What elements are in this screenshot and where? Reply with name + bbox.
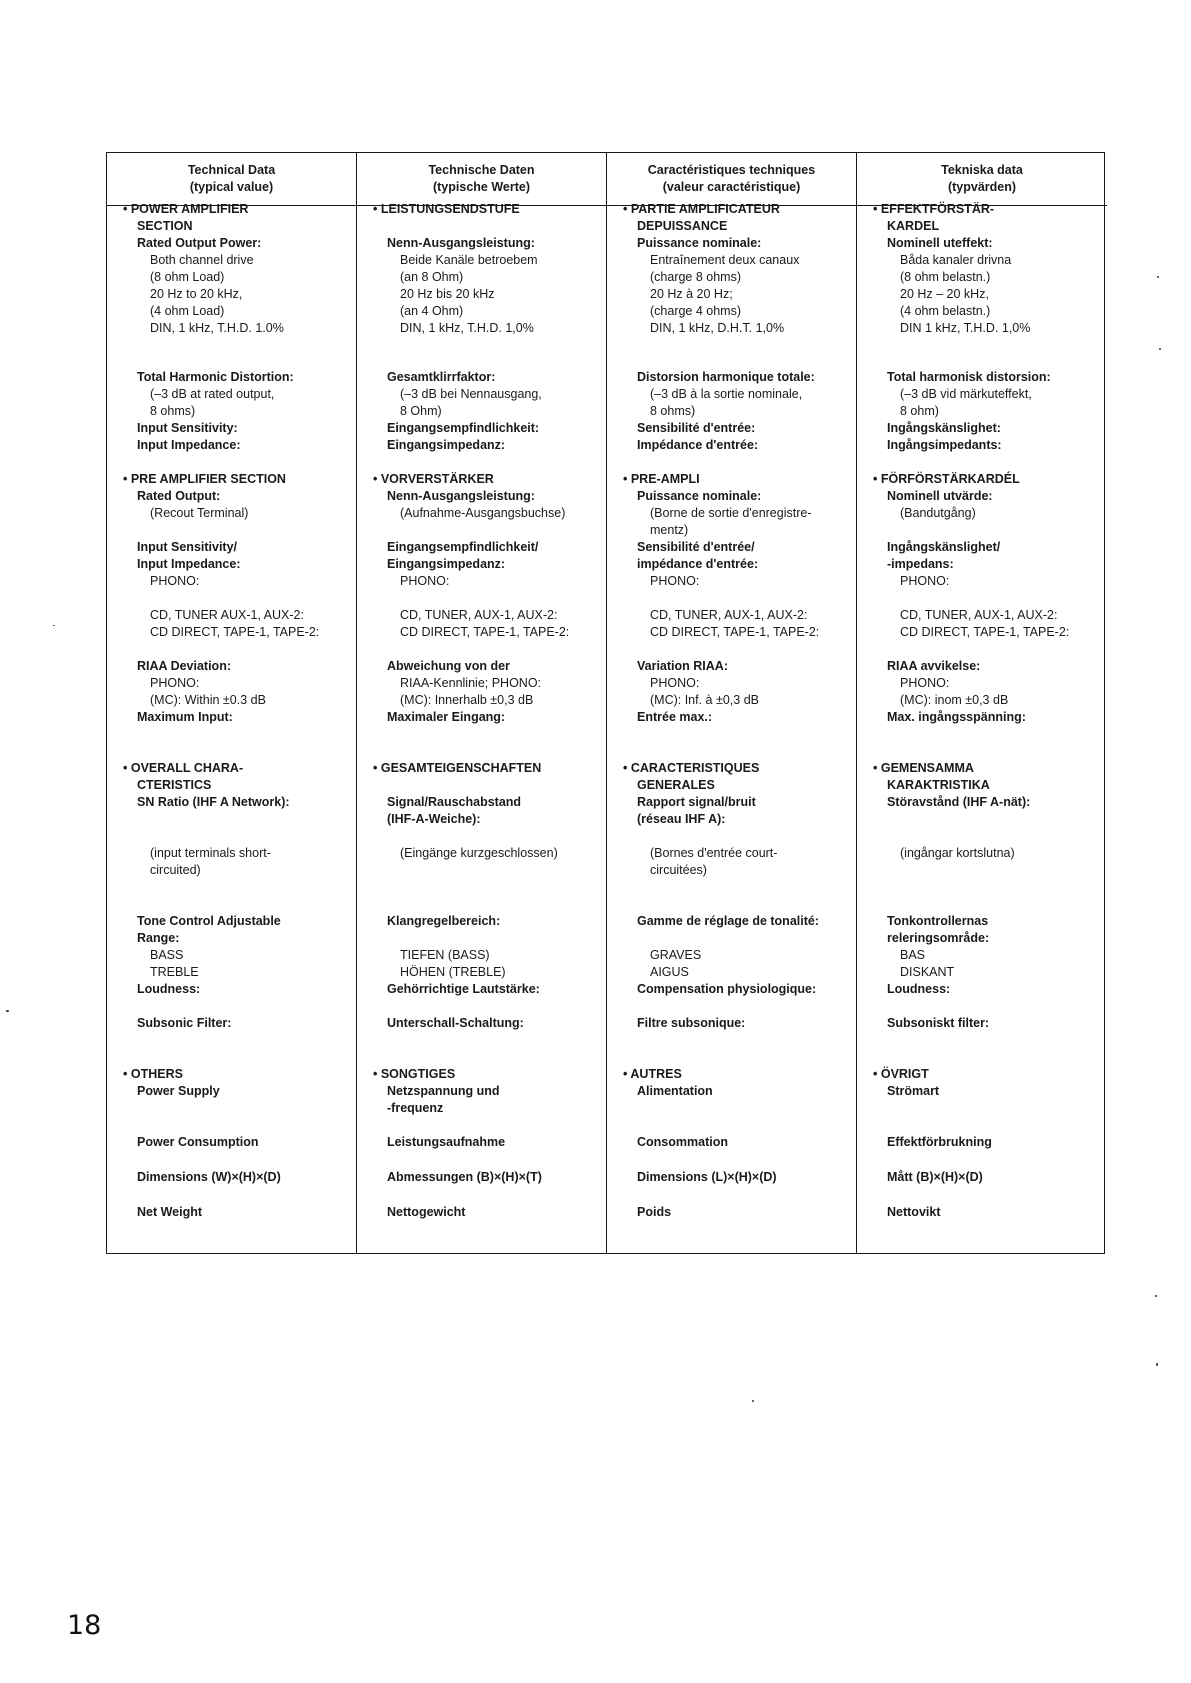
spec-label: GENERALES [637, 778, 715, 792]
spec-label: Sensibilité d'entrée/ [637, 540, 755, 554]
spec-label: Nettovikt [887, 1205, 941, 1219]
spec-label: Maximaler Eingang: [387, 710, 506, 724]
spec-label: Sensibilité d'entrée: [637, 421, 756, 435]
spec-label: Loudness: [137, 982, 201, 996]
spec-detail: (MC): Innerhalb ±0,3 dB [400, 693, 534, 707]
spec-detail: BAS [900, 948, 926, 962]
spec-detail: PHONO: [650, 676, 700, 690]
spec-label: • LEISTUNGSENDSTUFE [373, 202, 520, 216]
spec-detail: PHONO: [650, 574, 700, 588]
spec-label: Gamme de réglage de tonalité: [637, 914, 819, 928]
spec-label: Klangregelbereich: [387, 914, 501, 928]
column-subtitle: (typical value) [189, 180, 274, 194]
column-german [357, 153, 607, 1253]
scan-speck [6, 1010, 9, 1012]
spec-detail: (MC): Inf. à ±0,3 dB [650, 693, 759, 707]
spec-detail: 20 Hz à 20 Hz; [650, 287, 733, 301]
scan-speck [1159, 348, 1161, 350]
spec-detail: Beide Kanäle betroebem [400, 253, 538, 267]
spec-detail: 8 ohm) [900, 404, 939, 418]
spec-label: Mått (B)×(H)×(D) [887, 1170, 983, 1184]
column-subtitle: (typische Werte) [432, 180, 530, 194]
spec-label: Rapport signal/bruit [637, 795, 756, 809]
spec-detail: DIN 1 kHz, T.H.D. 1,0% [900, 321, 1031, 335]
spec-label: • PARTIE AMPLIFICATEUR [623, 202, 780, 216]
spec-label: Subsonic Filter: [137, 1016, 232, 1030]
spec-detail: CD, TUNER, AUX-1, AUX-2: [400, 608, 558, 622]
spec-detail: CD, TUNER, AUX-1, AUX-2: [900, 608, 1058, 622]
spec-detail: (Eingänge kurzgeschlossen) [400, 846, 558, 860]
column-title: Caractéristiques techniques [647, 163, 816, 177]
spec-label: Dimensions (L)×(H)×(D) [637, 1170, 777, 1184]
spec-label: -frequenz [387, 1101, 444, 1115]
spec-label: • CARACTERISTIQUES [623, 761, 760, 775]
spec-label: Input Sensitivity/ [137, 540, 238, 554]
spec-label: impédance d'entrée: [637, 557, 759, 571]
spec-label: Alimentation [637, 1084, 713, 1098]
spec-detail: (Bandutgång) [900, 506, 976, 520]
spec-label: Input Sensitivity: [137, 421, 238, 435]
scan-speck [53, 625, 55, 626]
spec-detail: Båda kanaler drivna [900, 253, 1012, 267]
spec-label: Leistungsaufnahme [387, 1135, 506, 1149]
spec-detail: 20 Hz – 20 kHz, [900, 287, 989, 301]
spec-label: Power Supply [137, 1084, 220, 1098]
spec-label: • OTHERS [123, 1067, 183, 1081]
spec-label: DEPUISSANCE [637, 219, 728, 233]
spec-label: Nenn-Ausgangsleistung: [387, 489, 535, 503]
spec-detail: TREBLE [150, 965, 199, 979]
column-subtitle: (typvärden) [947, 180, 1017, 194]
spec-label: Entrée max.: [637, 710, 713, 724]
spec-label: Netzspannung und [387, 1084, 500, 1098]
spec-label: (réseau IHF A): [637, 812, 726, 826]
spec-label: Abmessungen (B)×(H)×(T) [387, 1170, 542, 1184]
spec-label: SECTION [137, 219, 193, 233]
spec-detail: mentz) [650, 523, 689, 537]
column-header [357, 153, 606, 206]
spec-detail: CD DIRECT, TAPE-1, TAPE-2: [150, 625, 320, 639]
spec-label: RIAA Deviation: [137, 659, 231, 673]
spec-label: Nominell utvärde: [887, 489, 993, 503]
spec-label: • EFFEKTFÖRSTÄR- [873, 202, 995, 216]
spec-label: Impédance d'entrée: [637, 438, 759, 452]
spec-detail: 8 ohms) [650, 404, 696, 418]
spec-label: Subsoniskt filter: [887, 1016, 990, 1030]
spec-detail: Both channel drive [150, 253, 254, 267]
spec-detail: (input terminals short- [150, 846, 271, 860]
spec-label: • AUTRES [623, 1067, 682, 1081]
spec-detail: (–3 dB à la sortie nominale, [650, 387, 803, 401]
spec-detail: AIGUS [650, 965, 689, 979]
spec-label: SN Ratio (IHF A Network): [137, 795, 290, 809]
spec-label: • FÖRFÖRSTÄRKARDÉL [873, 472, 1020, 486]
spec-label: Power Consumption [137, 1135, 259, 1149]
spec-label: Puissance nominale: [637, 489, 762, 503]
spec-detail: circuited) [150, 863, 201, 877]
spec-detail: PHONO: [900, 676, 950, 690]
spec-detail: (8 ohm belastn.) [900, 270, 991, 284]
spec-label: KARAKTRISTIKA [887, 778, 990, 792]
spec-label: Total harmonisk distorsion: [887, 370, 1051, 384]
spec-label: Loudness: [887, 982, 951, 996]
spec-label: Total Harmonic Distortion: [137, 370, 294, 384]
spec-detail: (4 ohm Load) [150, 304, 225, 318]
spec-detail: (charge 4 ohms) [650, 304, 742, 318]
spec-detail: PHONO: [400, 574, 450, 588]
spec-detail: (MC): inom ±0,3 dB [900, 693, 1009, 707]
spec-detail: 20 Hz bis 20 kHz [400, 287, 495, 301]
column-header [857, 153, 1107, 206]
spec-detail: 20 Hz to 20 kHz, [150, 287, 243, 301]
spec-detail: RIAA-Kennlinie; PHONO: [400, 676, 542, 690]
spec-label: Eingangsempfindlichkeit: [387, 421, 540, 435]
spec-detail: DIN, 1 kHz, T.H.D. 1.0% [150, 321, 284, 335]
spec-label: Consommation [637, 1135, 728, 1149]
spec-detail: CD DIRECT, TAPE-1, TAPE-2: [650, 625, 820, 639]
spec-label: • GEMENSAMMA [873, 761, 974, 775]
spec-label: Gehörrichtige Lautstärke: [387, 982, 540, 996]
spec-label: Filtre subsonique: [637, 1016, 746, 1030]
spec-label: • SONGTIGES [373, 1067, 456, 1081]
column-header [107, 153, 356, 206]
spec-label: Abweichung von der [387, 659, 510, 673]
spec-detail: HÖHEN (TREBLE) [400, 965, 506, 979]
spec-detail: CD, TUNER, AUX-1, AUX-2: [650, 608, 808, 622]
spec-label: Poids [637, 1205, 672, 1219]
spec-label: Ingångsimpedants: [887, 438, 1002, 452]
spec-detail: (4 ohm belastn.) [900, 304, 991, 318]
spec-label: Eingangsimpedanz: [387, 438, 506, 452]
spec-detail: (Aufnahme-Ausgangsbuchse) [400, 506, 566, 520]
spec-label: Eingangsempfindlichkeit/ [387, 540, 539, 554]
spec-label: Ingångskänslighet/ [887, 540, 1001, 554]
spec-detail: BASS [150, 948, 184, 962]
spec-label: Dimensions (W)×(H)×(D) [137, 1170, 281, 1184]
spec-label: Distorsion harmonique totale: [637, 370, 815, 384]
column-title: Technische Daten [428, 163, 535, 177]
spec-label: Störavstånd (IHF A-nät): [887, 795, 1031, 809]
spec-label: Tonkontrollernas [887, 914, 989, 928]
spec-label: Rated Output Power: [137, 236, 262, 250]
spec-detail: 8 ohms) [150, 404, 196, 418]
spec-label: Ingångskänslighet: [887, 421, 1001, 435]
spec-detail: DIN, 1 kHz, D.H.T. 1,0% [650, 321, 785, 335]
spec-detail: (charge 8 ohms) [650, 270, 742, 284]
spec-detail: (–3 dB at rated output, [150, 387, 275, 401]
scan-speck [1156, 1363, 1158, 1366]
spec-detail: PHONO: [150, 574, 200, 588]
spec-detail: CD DIRECT, TAPE-1, TAPE-2: [900, 625, 1070, 639]
column-title: Tekniska data [941, 163, 1023, 177]
spec-detail: DIN, 1 kHz, T.H.D. 1,0% [400, 321, 534, 335]
spec-label: • PRE-AMPLI [623, 472, 700, 486]
scan-speck [1155, 1295, 1157, 1297]
spec-label: RIAA avvikelse: [887, 659, 981, 673]
spec-detail: (Borne de sortie d'enregistre- [650, 506, 812, 520]
spec-label: Unterschall-Schaltung: [387, 1016, 524, 1030]
spec-label: Input Impedance: [137, 557, 241, 571]
spec-detail: (ingångar kortslutna) [900, 846, 1015, 860]
spec-detail: (–3 dB vid märkuteffekt, [900, 387, 1032, 401]
column-subtitle: (valeur caractéristique) [662, 180, 801, 194]
spec-label: Puissance nominale: [637, 236, 762, 250]
spec-label: Compensation physiologique: [637, 982, 817, 996]
spec-label: Max. ingångsspänning: [887, 710, 1026, 724]
spec-detail: PHONO: [150, 676, 200, 690]
spec-label: Range: [137, 931, 180, 945]
spec-label: Nettogewicht [387, 1205, 466, 1219]
spec-label: Maximum Input: [137, 710, 233, 724]
column-swedish [857, 153, 1107, 1253]
column-english [107, 153, 357, 1253]
column-header [607, 153, 856, 206]
column-title: Technical Data [187, 163, 276, 177]
spec-detail: (Recout Terminal) [150, 506, 249, 520]
spec-label: Net Weight [137, 1205, 203, 1219]
spec-label: Eingangsimpedanz: [387, 557, 506, 571]
spec-label: Effektförbrukning [887, 1135, 992, 1149]
spec-detail: Entraînement deux canaux [650, 253, 800, 267]
spec-label: Gesamtklirrfaktor: [387, 370, 496, 384]
spec-detail: TIEFEN (BASS) [400, 948, 490, 962]
spec-label: CTERISTICS [137, 778, 212, 792]
spec-detail: (MC): Within ±0.3 dB [150, 693, 266, 707]
scan-speck [1157, 276, 1159, 278]
spec-detail: 8 Ohm) [400, 404, 442, 418]
spec-label: Variation RIAA: [637, 659, 728, 673]
spec-label: • GESAMTEIGENSCHAFTEN [373, 761, 542, 775]
column-french [607, 153, 857, 1253]
spec-label: Signal/Rauschabstand [387, 795, 522, 809]
spec-detail: (8 ohm Load) [150, 270, 225, 284]
spec-label: Nominell uteffekt: [887, 236, 993, 250]
spec-label: • VORVERSTÄRKER [373, 472, 494, 486]
spec-detail: (an 4 Ohm) [400, 304, 464, 318]
spec-detail: CD DIRECT, TAPE-1, TAPE-2: [400, 625, 570, 639]
spec-label: • POWER AMPLIFIER [123, 202, 249, 216]
spec-detail: DISKANT [900, 965, 955, 979]
spec-detail: (an 8 Ohm) [400, 270, 464, 284]
scan-speck [752, 1400, 754, 1402]
spec-detail: (–3 dB bei Nennausgang, [400, 387, 542, 401]
spec-label: • PRE AMPLIFIER SECTION [123, 472, 286, 486]
page-number: 18 [67, 1610, 102, 1641]
spec-label: -impedans: [887, 557, 954, 571]
spec-label: (IHF-A-Weiche): [387, 812, 481, 826]
spec-label: Nenn-Ausgangsleistung: [387, 236, 535, 250]
spec-label: releringsområde: [887, 931, 990, 945]
spec-label: Tone Control Adjustable [137, 914, 281, 928]
spec-label: Strömart [887, 1084, 940, 1098]
spec-label: • ÖVRIGT [873, 1067, 929, 1081]
spec-detail: CD, TUNER AUX-1, AUX-2: [150, 608, 304, 622]
spec-label: KARDEL [887, 219, 940, 233]
spec-detail: PHONO: [900, 574, 950, 588]
spec-label: • OVERALL CHARA- [123, 761, 244, 775]
spec-detail: GRAVES [650, 948, 702, 962]
spec-label: Input Impedance: [137, 438, 241, 452]
spec-detail: circuitées) [650, 863, 707, 877]
spec-table [106, 152, 1105, 1254]
spec-detail: (Bornes d'entrée court- [650, 846, 778, 860]
spec-label: Rated Output: [137, 489, 221, 503]
